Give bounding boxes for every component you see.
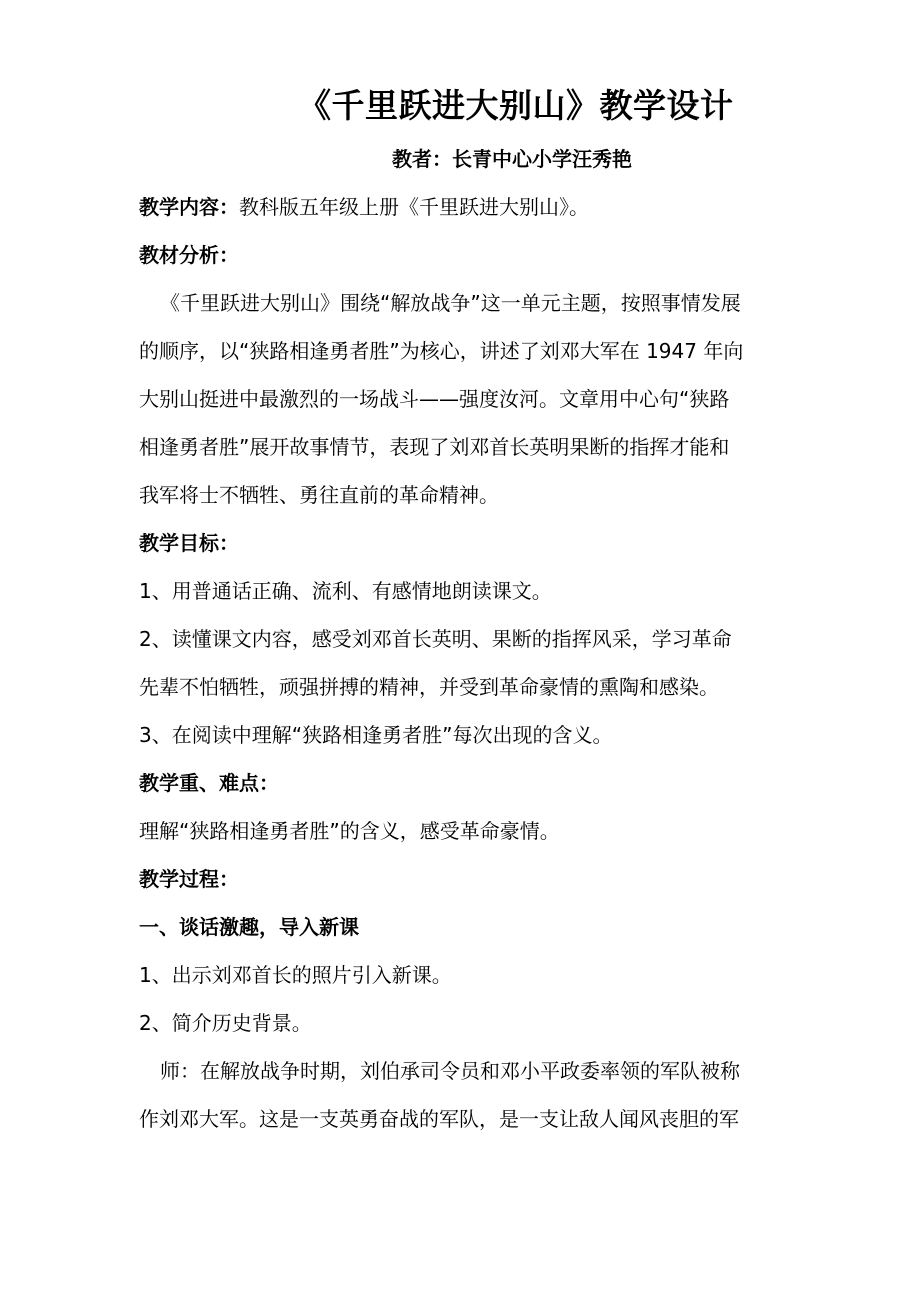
goal-line: 1、用普通话正确、流利、有感情地朗读课文。: [139, 579, 552, 603]
key-points-heading: 教学重、难点：: [139, 771, 279, 795]
author-line: 教者：长青中心小学汪秀艳: [392, 147, 632, 171]
analysis-line: 的顺序，以“狭路相逢勇者胜”为核心，讲述了刘邓大军在 1947 年向: [139, 339, 744, 363]
analysis-line: 我军将士不牺牲、勇往直前的革命精神。: [139, 483, 499, 507]
goal-line: 先辈不怕牺牲，顽强拼搏的精神，并受到革命豪情的熏陶和感染。: [139, 675, 719, 699]
section-line: 2、简介历史背景。: [139, 1011, 312, 1035]
section-line: 1、出示刘邓首长的照片引入新课。: [139, 963, 452, 987]
key-points-text: 理解“狭路相逢勇者胜”的含义，感受革命豪情。: [139, 819, 560, 843]
teaching-content: [139, 193, 789, 221]
analysis-heading: 教材分析：: [139, 243, 239, 267]
analysis-line: 《千里跃进大别山》围绕“解放战争”这一单元主题，按照事情发展: [160, 291, 741, 315]
teacher-line: 作刘邓大军。这是一支英勇奋战的军队，是一支让敌人闻风丧胆的军: [139, 1107, 739, 1131]
analysis-line: 大别山挺进中最激烈的一场战斗——强度汝河。文章用中心句“狭路: [139, 387, 730, 411]
teacher-line: 师：在解放战争时期，刘伯承司令员和邓小平政委率领的军队被称: [160, 1059, 740, 1083]
goal-line: 2、读懂课文内容，感受刘邓首长英明、果断的指挥风采，学习革命: [139, 627, 732, 651]
goal-line: 3、在阅读中理解“狭路相逢勇者胜”每次出现的含义。: [139, 723, 613, 747]
teaching-content-label: 教学内容：: [139, 195, 239, 219]
process-heading: 教学过程：: [139, 867, 239, 891]
document-title: 《千里跃进大别山》教学设计: [298, 86, 734, 125]
goals-heading: 教学目标：: [139, 531, 239, 555]
analysis-line: 相逢勇者胜”展开故事情节，表现了刘邓首长英明果断的指挥才能和: [139, 435, 730, 459]
teaching-content-text: 教科版五年级上册《千里跃进大别山》。: [239, 195, 589, 219]
section-heading: 一、谈话激趣，导入新课: [139, 915, 359, 939]
